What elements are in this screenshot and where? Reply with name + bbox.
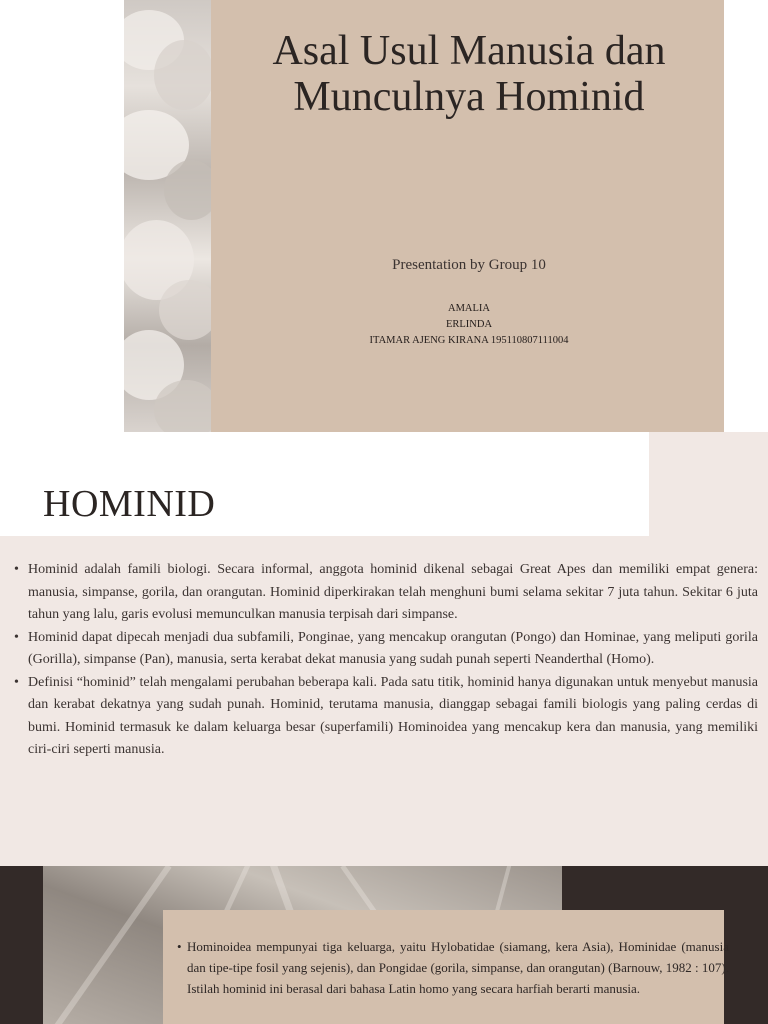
hominid-slide: [0, 432, 768, 866]
bullet-item: [14, 627, 758, 672]
bullet-text: Definisi “hominid” telah mengalami perubahan beberapa kali. Pada satu titik, hominid hanya digunakan untuk menyebut manusia dan kerabat dekatnya yang sudah punah. Hominid, terutama manusia, dianggap sebagai famili biologis yang paling cerdas di bumi. Hominid termasuk ke dalam keluarga besar (superfamili) Hominoidea yang mencakup kera dan manusia, yang memiliki ciri-ciri seperti manusia.: [28, 674, 758, 757]
bullet-icon: •: [14, 674, 19, 690]
bullet-icon: •: [14, 562, 19, 577]
author-name: AMALIA: [448, 303, 490, 314]
bullet-list: [14, 559, 758, 762]
title-slide: [124, 0, 724, 432]
presentation-subtitle: Presentation by Group 10: [392, 257, 546, 273]
bullet-icon: •: [14, 629, 19, 645]
bullet-text: Hominoidea mempunyai tiga keluarga, yaitu Hylobatidae (siamang, kera Asia), Hominidae (manusia dan tipe-tipe fosil yang sejenis), dan Pongidae (gorila, simpanse, dan orangutan) (Barnouw, 1982 : 107). Istilah hominid ini berasal dari bahasa Latin homo yang secara harfiah berarti manusia.: [187, 939, 729, 996]
author-list: [264, 301, 674, 349]
bullet-text: Hominid dapat dipecah menjadi dua subfamili, Ponginae, yang mencakup orangutan (Pongo) dan Hominae, yang meliputi gorila (Gorilla), simpanse (Pan), manusia, serta kerabat dekat manusia yang sudah punah seperti Neanderthal (Homo).: [28, 629, 758, 667]
bullet-item: [177, 936, 729, 999]
slide-heading: HOMINID: [43, 483, 216, 525]
bullet-item: [14, 672, 758, 762]
author-name: ITAMAR AJENG KIRANA 195110807111004: [369, 335, 569, 346]
title-panel: [0, 432, 649, 536]
text-box: [163, 910, 729, 1024]
bullet-icon: •: [177, 939, 182, 954]
author-name: ERLINDA: [445, 319, 493, 330]
presentation-title: Asal Usul Manusia dan Munculnya Hominid: [272, 28, 666, 120]
flower-image: [124, 0, 211, 432]
bullet-item: [14, 559, 758, 627]
hominoidea-slide: [0, 866, 768, 1024]
bullet-text: Hominid adalah famili biologi. Secara informal, anggota hominid dikenal sebagai Great Apes dan memiliki empat genera: manusia, simpanse, gorila, dan orangutan. Hominid diperkirakan telah menghuni bumi selama sekitar 7 juta tahun. Sekitar 6 juta tahun yang lalu, garis evolusi memunculkan manusia terpisah dari simpanse.: [28, 562, 758, 622]
